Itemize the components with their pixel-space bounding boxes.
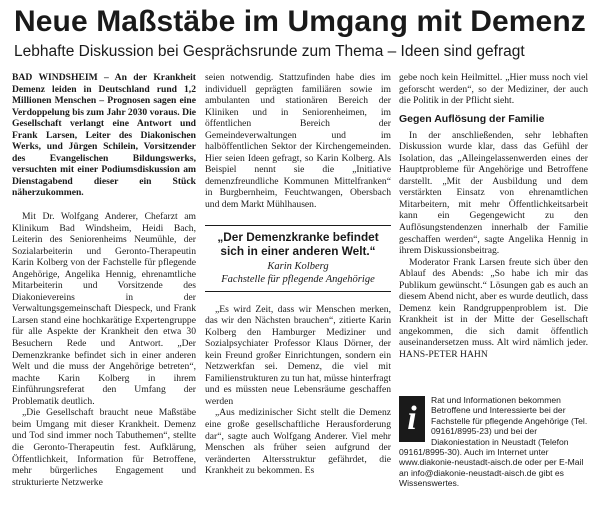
article-paragraph-text: Moderator Frank Larsen freute sich über den Ablauf des Abends: „So habe ich mir das Publikum gewünscht.“ Lösungen gab es auch an diesem Abend nicht, aber es wurde deutlich, dass Demenz kein Randgruppenproblem ist. Die Krankheit ist in der Mitte der Gesellschaft angekommen, die sich damit öffentlich auseinandersetzen muss. Alt wird nämlich jeder. bbox=[399, 256, 588, 349]
pull-quote bbox=[205, 225, 391, 292]
info-box bbox=[399, 395, 589, 489]
section-heading: Gegen Auflösung der Familie bbox=[399, 112, 545, 125]
article-subheadline: Lebhafte Diskussion bei Gesprächsrunde zum Thema – Ideen sind gefragt bbox=[14, 43, 525, 60]
article-lead: BAD WINDSHEIM – An der Krankheit Demenz leiden in Deutschland rund 1,2 Millionen Menschen – Prognosen sagen eine Verdoppelung bis zum Jahr 2030 voraus. Die Gesellschaft verlangt eine Antwort und Frank Larsen, Leiter des Diakonischen Werks, und Jürgen Schilein, Vorsitzender des Evangelischen Bildungswerks, versuchten mit einer Podiumsdiskussion am Dienstagabend dieser ein Stück näherzukommen. bbox=[12, 72, 196, 199]
info-icon bbox=[399, 396, 425, 442]
pull-quote-text: „Der Demenzkranke befindet sich in einer anderen Welt.“ bbox=[217, 229, 379, 258]
article-paragraph: „Es wird Zeit, dass wir Menschen merken, das wir den Nächsten brauchen“, zitierte Karin Kolberg den Hamburger Mediziner und Sozialpsychiater Professor Klaus Dörner, der kein Freund großer Einrichtungen, sondern ein Netzwerkfan sei. Demenz, die viel mit Familienstrukturen zu tun hat, müsse hinterfragt und es müssten neue Lebensräume geschaffen werden bbox=[205, 303, 391, 407]
article-paragraph: seien notwendig. Stattzufinden habe dies im individuell geprägten familiären sowie im ambulanten und stationären Bereich der Kliniken und in Seniorenheimen, im öffentlichen Bereich der Gemeindeverwaltungen und im halböffentlichen Sektor der Kirchengemeinden. Hier seien Ideen gefragt, so Karin Kolberg. Als Beispiel nennt sie die „Initiative demenzfreundliche Kommunen Mittelfranken“ in Burgbernheim, Feuchtwangen, Obersbach und dem Markt Mühlhausen. bbox=[205, 72, 391, 211]
info-icon-glyph: i bbox=[407, 400, 417, 437]
article-column-1 bbox=[12, 72, 196, 488]
article-column-2 bbox=[205, 72, 391, 477]
author-signature: HANS-PETER HAHN bbox=[399, 349, 488, 361]
article-paragraph: In der anschließenden, sehr lebhaften Diskussion wurde klar, dass das Gefühl der Isolation, das „Alleingelassenwerden eines der Hauptprobleme für Angehörige und Betroffene darstellt. „Mit der Ausbildung und dem verstärkten Einsatz von ehrenamtlichen Mitarbeitern, mit mehr Öffentlichkeitsarbeit kann ein Gegengewicht zu den Auflösungstendenzen innerhalb der Familie geschaffen werden“, sagte Angelika Hennig in ihrem Diskussionsbeitrag. bbox=[399, 129, 588, 257]
article-paragraph bbox=[399, 257, 588, 361]
article-paragraph: „Die Gesellschaft braucht neue Maßstäbe beim Umgang mit dieser Krankheit. Demenz und Tod sind immer noch Tabuthemen“, stellte die Geronto-Therapeutin fest. Aufklärung, Öffentlichkeit, Information für Betroffene, mehr bürgerliches Engagement und strukturierte Netzwerke bbox=[12, 407, 196, 488]
article-headline: Neue Maßstäbe im Umgang mit Demenz bbox=[14, 5, 586, 38]
article-paragraph: „Aus medizinischer Sicht stellt die Demenz eine große gesellschaftliche Herausforderung dar“, sagte auch Wolfgang Anderer. Viel mehr Menschen als früher seien aufgrund der veränderten Altersstruktur gefährdet, die Krankheit zu bekommen. Es bbox=[205, 407, 391, 477]
article-paragraph: gebe noch kein Heilmittel. „Hier muss noch viel geforscht werden“, so der Mediziner, der auch die Politik in der Pflicht sieht. bbox=[399, 72, 588, 107]
info-box-text: Rat und Informationen bekommen Betroffene und Interessierte bei der Fachstelle für pflegende Angehörige (Tel. 09161/8995-23) und bei der Diakoniestation in Neustadt (Telefon 09161/8995-30). Auch im Internet unter www.diakonie-neustadt-aisch.de oder per E-Mail an info@diakonie-neustadt-aisch.de gibt es Wissenswertes. bbox=[399, 395, 588, 489]
pull-quote-author: Karin Kolberg bbox=[267, 260, 329, 272]
pull-quote-role: Fachstelle für pflegende Angehörige bbox=[221, 273, 375, 285]
article-paragraph: Mit Dr. Wolfgang Anderer, Chefarzt am Klinikum Bad Windsheim, Heidi Bach, Leiterin des Seniorenheims Neumühle, der Sozialarbeiterin und Geronto-Therapeutin Karin Kolberg von der Fachstelle für pflegende Angehörige, Angelika Hennig, ehrenamtliche Mitarbeiterin und Vorsitzende des Diakonievereins in der Verwaltungsgemeinschaft Diespeck, und Frank Larsen stand eine hochkarätige Expertengruppe für alle Aspekte der Krankheit den etwa 30 Besuchern Rede und Antwort. „Der Demenzkranke befindet sich in einer anderen Welt und die muss der Angehörige betreten“, machte Karin Kolberg in ihrem Einführungsreferat den Umfang der Problematik deutlich. bbox=[12, 211, 196, 407]
article-column-3 bbox=[399, 72, 588, 361]
